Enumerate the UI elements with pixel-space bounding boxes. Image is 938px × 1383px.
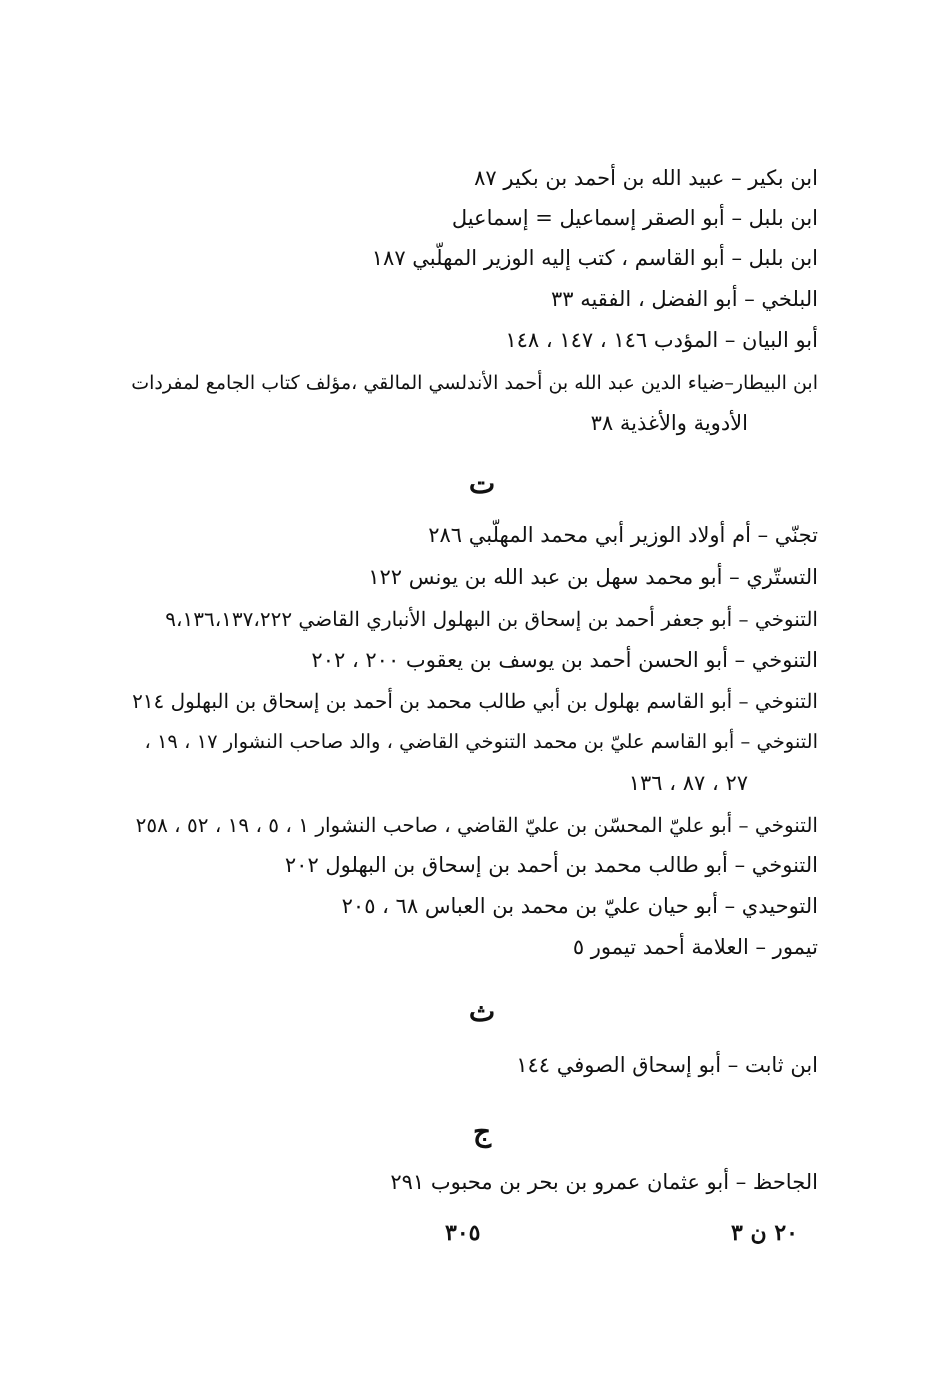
index-entry: التنوخي – أبو عليّ المحسّن بن عليّ القاضي ، صاحب النشوار ١ ، ٥ ، ١٩ ، ٥٢ ، ٢٥٨ (135, 813, 818, 837)
page-number: ٣٠٥ (445, 1220, 481, 1246)
index-entry: التنوخي – أبو القاسم عليّ بن محمد التنوخي القاضي ، والد صاحب النشوار ١٧ ، ١٩ ، (144, 730, 818, 753)
index-entry: التنوخي – أبو القاسم بهلول بن أبي طالب محمد بن أحمد بن إسحاق بن البهلول ٢١٤ (132, 689, 818, 713)
index-entry-continuation: الأدوية والأغذية ٣٨ (590, 411, 748, 435)
index-entry: ابن بكير – عبيد الله بن أحمد بن بكير ٨٧ (474, 166, 818, 190)
section-letter-heading: ث (468, 995, 496, 1028)
index-entry: البلخي – أبو الفضل ، الفقيه ٣٣ (550, 287, 818, 311)
index-entry: التستّري – أبو محمد سهل بن عبد الله بن يونس ١٢٢ (368, 565, 818, 589)
index-entry: التنوخي – أبو طالب محمد بن أحمد بن إسحاق بن البهلول ٢٠٢ (284, 853, 818, 877)
index-entry: ابن بلبل – أبو القاسم ، كتب إليه الوزير المهلّبي ١٨٧ (371, 246, 818, 270)
index-entry: ابن بلبل – أبو الصقر إسماعيل = إسماعيل (451, 206, 818, 230)
printer-signature-mark: ٢٠ ن ٣ (731, 1220, 798, 1246)
index-entry: التوحيدي – أبو حيان عليّ بن محمد بن العباس ٦٨ ، ٢٠٥ (341, 894, 818, 918)
index-entry-continuation: ٢٧ ، ٨٧ ، ١٣٦ (628, 771, 748, 795)
index-entry: تجنّي – أم أولاد الوزير أبي محمد المهلّبي ٢٨٦ (428, 523, 818, 547)
index-entry: تيمور – العلامة أحمد تيمور ٥ (572, 935, 818, 959)
section-letter-heading: ت (468, 467, 496, 500)
index-entry: التنوخي – أبو جعفر أحمد بن إسحاق بن البهلول الأنباري القاضي ٩،١٣٦،١٣٧،٢٢٢ (165, 607, 818, 631)
index-entry: الجاحظ – أبو عثمان عمرو بن بحر بن محبوب ٢٩١ (390, 1170, 818, 1194)
index-entry: التنوخي – أبو الحسن أحمد بن يوسف بن يعقوب ٢٠٠ ، ٢٠٢ (311, 648, 818, 672)
index-entry: ابن ثابت – أبو إسحاق الصوفي ١٤٤ (516, 1053, 818, 1077)
index-entry: أبو البيان – المؤدب ١٤٦ ، ١٤٧ ، ١٤٨ (505, 328, 818, 352)
section-letter-heading: ج (472, 1115, 492, 1148)
index-entry: ابن البيطار–ضياء الدين عبد الله بن أحمد الأندلسي المالقي ،مؤلف كتاب الجامع لمفردات (131, 372, 818, 394)
